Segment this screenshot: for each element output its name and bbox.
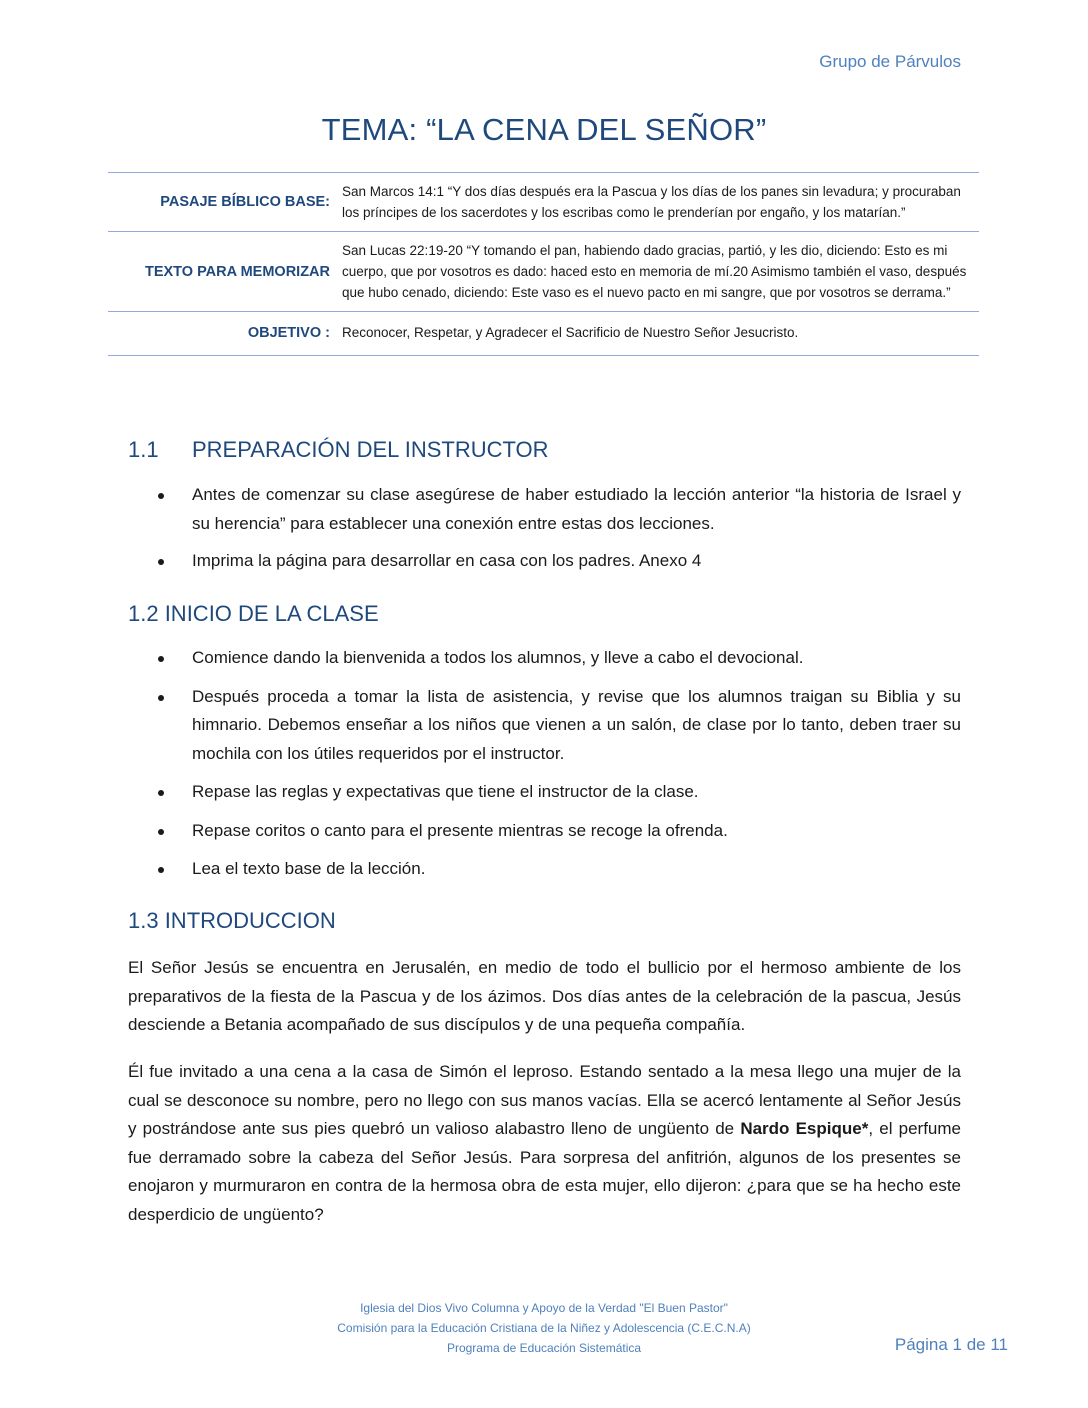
page-number: Página 1 de 11	[894, 1335, 1008, 1354]
list-item	[128, 481, 961, 538]
list-item	[128, 644, 961, 673]
section-heading-introduccion: 1.3 INTRODUCCION	[128, 908, 336, 933]
header-group-label: Grupo de Párvulos	[819, 52, 961, 71]
intro-paragraph-2	[128, 1058, 961, 1229]
list-item-text: Lea el texto base de la lección.	[192, 859, 426, 878]
section-number: 1.1	[128, 437, 159, 462]
info-label: TEXTO PARA MEMORIZAR	[144, 263, 330, 280]
page-title: TEMA: “LA CENA DEL SEÑOR”	[321, 112, 767, 147]
footer-line-church: Iglesia del Dios Vivo Columna y Apoyo de la Verdad "El Buen Pastor"	[360, 1301, 728, 1315]
bullet-icon	[158, 829, 164, 835]
info-row-pasaje	[108, 173, 979, 232]
footer-line-commission: Comisión para la Educación Cristiana de la Niñez y Adolescencia (C.E.C.N.A)	[337, 1321, 751, 1335]
info-text: San Lucas 22:19-20 “Y tomando el pan, habiendo dado gracias, partió, y les dio, diciendo: Esto es mi cuerpo, que por vosotros es dado: haced esto en memoria de mí.20 Asimismo también el vaso, después que hubo cenado, diciendo: Este vaso es el nuevo pacto en mi sangre, que por vosotros se derrama.”	[342, 243, 967, 300]
bullet-icon	[158, 695, 164, 701]
list-item	[128, 547, 961, 576]
intro-paragraph-1: El Señor Jesús se encuentra en Jerusalén, en medio de todo el bullicio por el hermoso ambiente de los preparativos de la fiesta de la Pascua y de los ázimos. Dos días antes de la celebración de la pascua, Jesús desciende a Betania acompañado de sus discípulos y de una pequeña compañía.	[128, 958, 961, 1034]
bullet-icon	[158, 790, 164, 796]
inicio-list	[128, 644, 961, 884]
bullet-icon	[158, 867, 164, 873]
footer-line-program: Programa de Educación Sistemática	[446, 1341, 642, 1355]
info-text: San Marcos 14:1 “Y dos días después era la Pascua y los días de los panes sin levadura; y procuraban los príncipes de los sacerdotes y los escribas como le prenderían por engaño, y los matarían.”	[342, 184, 961, 220]
list-item-text: Repase coritos o canto para el presente mientras se recoge la ofrenda.	[192, 820, 728, 840]
paragraph-text: Él fue invitado a una cena a la casa de Simón el leproso. Estando sentado a la mesa llego una mujer de la cual se desconoce su nombre, pero no llego con sus manos vacías. Ella se acercó lentamente al Señor Jesús y postrándose ante sus pies quebró un valioso alabastro lleno de ungüento de	[128, 1062, 961, 1138]
list-item	[128, 855, 961, 884]
paragraph-text: , el perfume fue derramado sobre la cabeza del Señor Jesús. Para sorpresa del anfitrión, algunos de los presentes se enojaron y murmuraron en contra de la hermosa obra de esta mujer, ello dijeron: ¿para que se ha hecho este desperdicio de ungüento?	[128, 1119, 961, 1224]
bullet-icon	[158, 656, 164, 662]
preparacion-list	[128, 481, 961, 576]
list-item-text: Repase las reglas y expectativas que tiene el instructor de la clase.	[192, 782, 699, 801]
info-label: OBJETIVO :	[247, 324, 330, 341]
list-item-text: Después proceda a tomar la lista de asistencia, y revise que los alumnos traigan su Biblia y su himnario. Debemos enseñar a los niños que vienen a un salón, de clase por lo tanto, deben traer su mochila con los útiles requeridos por el instructor.	[192, 686, 961, 763]
list-item-text: Imprima la página para desarrollar en casa con los padres. Anexo 4	[192, 551, 702, 570]
list-item	[128, 817, 961, 846]
lesson-info-table	[108, 172, 979, 356]
section-title: PREPARACIÓN DEL INSTRUCTOR	[192, 437, 549, 462]
info-row-texto-memorizar	[108, 232, 979, 312]
highlighted-term: Nardo Espique*	[740, 1119, 869, 1138]
list-item-text: Comience dando la bienvenida a todos los alumnos, y lleve a cabo el devocional.	[192, 648, 804, 667]
bullet-icon	[158, 493, 164, 499]
bullet-icon	[158, 559, 164, 565]
info-label: PASAJE BÍBLICO BASE:	[160, 194, 330, 210]
list-item	[128, 778, 961, 807]
section-heading-inicio: 1.2 INICIO DE LA CLASE	[128, 601, 379, 626]
list-item-text: Antes de comenzar su clase asegúrese de haber estudiado la lección anterior “la historia de Israel y su herencia” para establecer una conexión entre estas dos lecciones.	[192, 485, 961, 533]
info-text: Reconocer, Respetar, y Agradecer el Sacrificio de Nuestro Señor Jesucristo.	[342, 325, 799, 340]
list-item	[128, 683, 961, 769]
info-row-objetivo	[108, 312, 979, 356]
section-heading-preparacion	[128, 437, 549, 463]
